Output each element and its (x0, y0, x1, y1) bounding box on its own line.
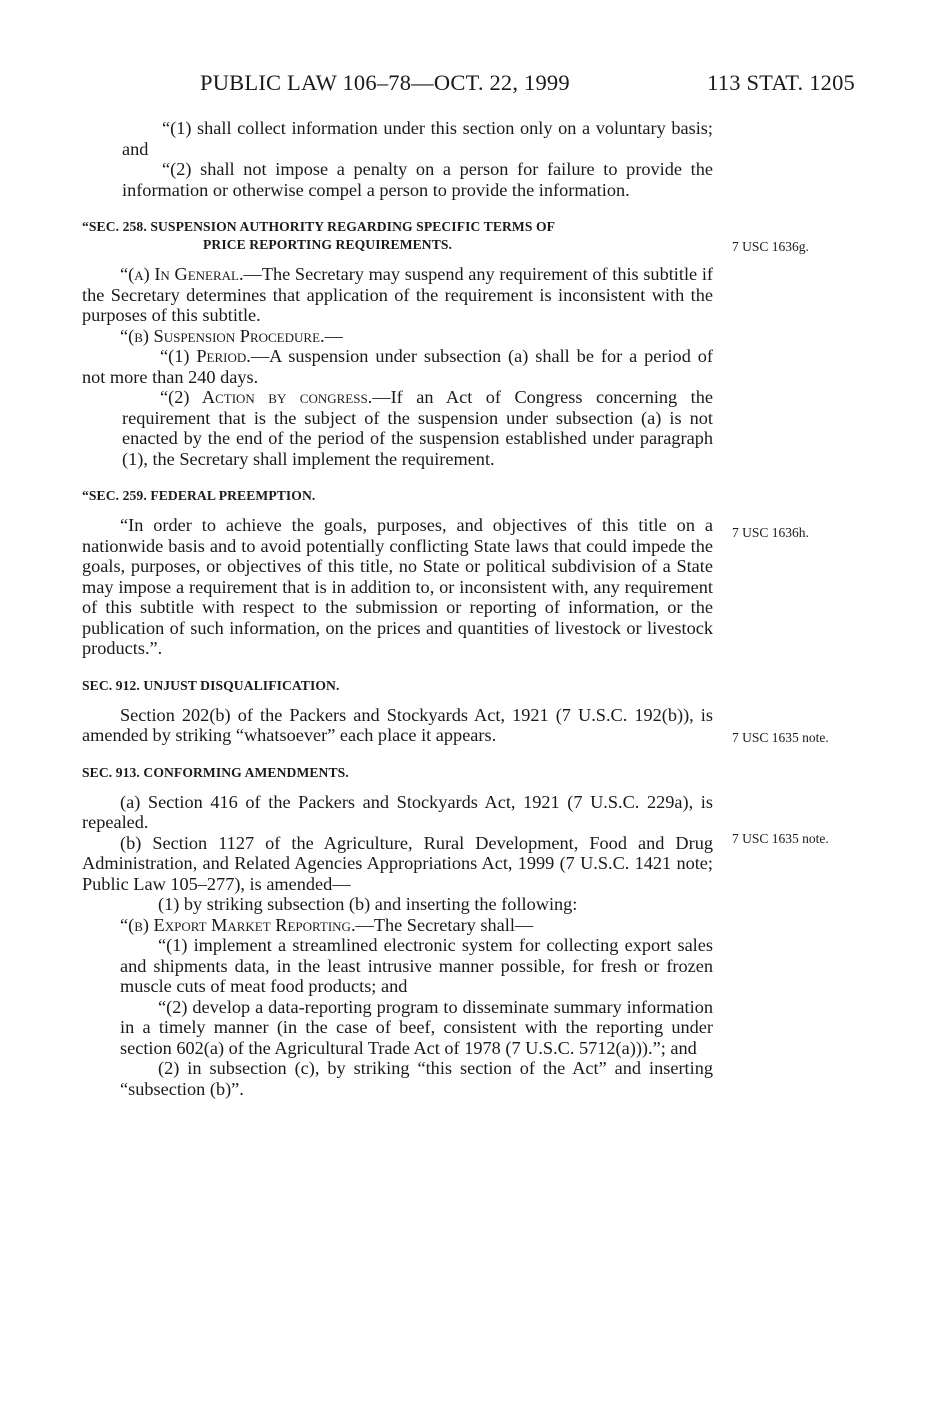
paragraph-b1: (1) by striking subsection (b) and inserting the following: (158, 894, 578, 914)
paragraph-b2: (2) in subsection (c), by striking “this section of the Act” and inserting “subsection (b)”. (120, 1058, 713, 1099)
subsection-a: (a) Section 416 of the Packers and Stockyards Act, 1921 (7 U.S.C. 229a), is repealed. (82, 791, 713, 832)
paragraph-b2 (82, 387, 713, 469)
section-heading-912 (82, 677, 713, 695)
inserted-paragraph-1: “(1) implement a streamlined electronic system for collecting export sales and shipments data, in the least intrusive manner possible, for fresh or frozen muscle cuts of meat food products; and (120, 935, 713, 996)
subsection-label: “(a) In General. (120, 264, 244, 284)
body-text (82, 118, 713, 1099)
section-heading-line: SEC. 912. UNJUST DISQUALIFICATION. (82, 677, 340, 693)
subsection-b (82, 326, 713, 347)
subsection-dash: — (324, 325, 343, 346)
section-heading-259 (82, 487, 713, 505)
subsection-b: (b) Section 1127 of the Agriculture, Rural Development, Food and Drug Administration, and Related Agencies Appropriations Act, 1999 (7 U.S.C. 1421 note; Public Law 105–277), is amended— (82, 832, 713, 894)
inserted-subsection-b (82, 915, 713, 936)
paragraph-label: “(2) Action by congress. (160, 387, 373, 407)
inserted-paragraph-2: “(2) develop a data-reporting program to disseminate summary information in a timely manner (in the case of beef, consistent with the reporting under section 602(a) of the Agricultural Trade Act of 1978 (7 U.S.C. 5712(a))).”; and (120, 996, 713, 1058)
section-heading-258 (82, 218, 713, 254)
subsection-label: “(b) Suspension Procedure. (120, 325, 325, 346)
paragraph: “In order to achieve the goals, purposes, and objectives of this title on a nationwide basis and to avoid potentially conflicting State laws that could impede the goals, purposes, or objectives of this title, no State or political subdivision of a State may impose a requirement that is in addition to, or inconsistent with, any requirement of this subtitle with respect to the submission or reporting of information, or the publication of such information, on the prices and quantities of livestock or livestock products.”. (82, 515, 713, 658)
paragraph-text: —A suspension under subsection (a) shall be for a period of not more than 240 days. (82, 346, 713, 387)
sidenote-sec-258: 7 USC 1636g. (732, 239, 809, 254)
subsection-text: —The Secretary may suspend any requirement of this subtitle if the Secretary determines that application of the requirement is inconsistent with the purposes of this subtitle. (82, 264, 713, 325)
paragraph: “(1) shall collect information under this section only on a voluntary basis; and (122, 118, 713, 159)
paragraph-text: —If an Act of Congress concerning the requirement that is the subject of the suspension under subsection (a) is not enacted by the end of the period of the suspension established under paragraph (1), the Secretary shall implement the requirement. (122, 387, 713, 469)
section-heading-913 (82, 764, 713, 782)
section-heading-line: “SEC. 259. FEDERAL PREEMPTION. (82, 488, 316, 503)
sidenote-sec-912: 7 USC 1635 note. (732, 730, 829, 745)
paragraph: Section 202(b) of the Packers and Stockyards Act, 1921 (7 U.S.C. 192(b)), is amended by striking “whatsoever” each place it appears. (82, 704, 713, 745)
section-heading-line: SEC. 913. CONFORMING AMENDMENTS. (82, 764, 349, 780)
sidenote-sec-259: 7 USC 1636h. (732, 525, 809, 540)
paragraph-b1 (82, 346, 713, 387)
subsection-label: “(b) Export Market Reporting. (120, 914, 356, 935)
statute-page-number: 113 STAT. 1205 (707, 70, 855, 95)
subsection-a (82, 264, 713, 326)
subsection-text: —The Secretary shall— (355, 914, 534, 935)
paragraph-label: “(1) Period. (160, 346, 251, 366)
sidenote-sec-913: 7 USC 1635 note. (732, 831, 829, 846)
section-heading-line: PRICE REPORTING REQUIREMENTS. (203, 237, 453, 252)
section-heading-line: “SEC. 258. SUSPENSION AUTHORITY REGARDING SPECIFIC TERMS OF (82, 219, 556, 234)
paragraph: “(2) shall not impose a penalty on a person for failure to provide the information or otherwise compel a person to provide the information. (122, 159, 713, 200)
law-citation: PUBLIC LAW 106–78—OCT. 22, 1999 (200, 70, 570, 95)
